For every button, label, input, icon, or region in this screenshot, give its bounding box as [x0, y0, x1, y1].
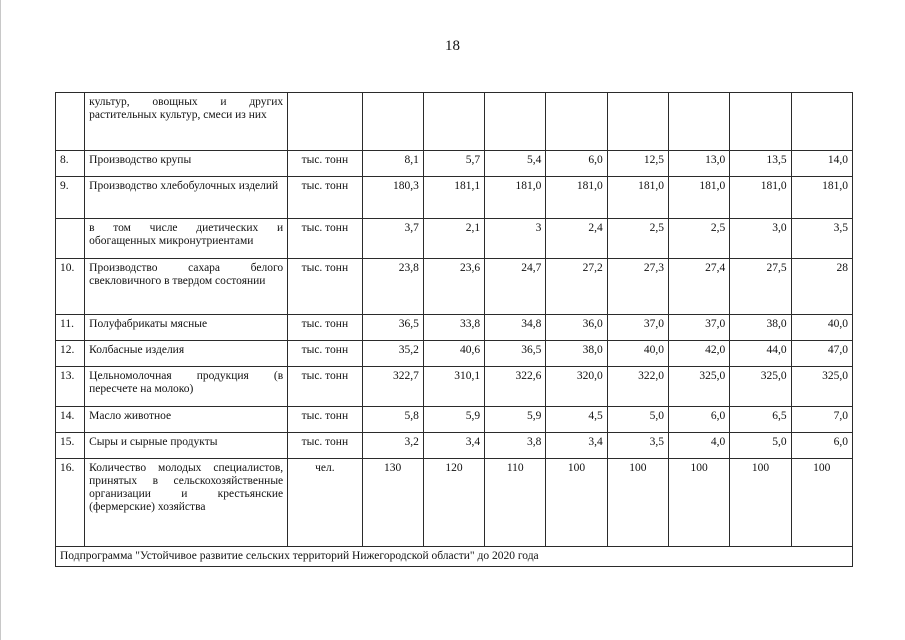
value-cell: 322,0: [607, 367, 668, 407]
value-cell: 23,8: [362, 259, 423, 315]
table-row: [56, 433, 853, 459]
unit-cell: тыс. тонн: [288, 315, 362, 341]
value-cell: 37,0: [607, 315, 668, 341]
table-row: [56, 151, 853, 177]
row-number: 16.: [56, 459, 85, 547]
value-cell: 40,0: [607, 341, 668, 367]
table-row: [56, 259, 853, 315]
page-edge-line: [0, 0, 1, 640]
indicator-name: Производство сахара белого свекловичного в твердом состоянии: [85, 259, 288, 315]
value-cell: 4,5: [546, 407, 607, 433]
table-row: [56, 315, 853, 341]
value-cell: 2,1: [423, 219, 484, 259]
value-cell: 6,0: [791, 433, 852, 459]
value-cell: 322,7: [362, 367, 423, 407]
value-cell: 12,5: [607, 151, 668, 177]
indicator-name: Полуфабрикаты мясные: [85, 315, 288, 341]
unit-cell: тыс. тонн: [288, 259, 362, 315]
unit-cell: тыс. тонн: [288, 177, 362, 219]
value-cell: 4,0: [669, 433, 730, 459]
value-cell: [485, 93, 546, 151]
value-cell: 44,0: [730, 341, 791, 367]
value-cell: 13,0: [669, 151, 730, 177]
value-cell: 180,3: [362, 177, 423, 219]
value-cell: 38,0: [546, 341, 607, 367]
value-cell: 27,5: [730, 259, 791, 315]
value-cell: 33,8: [423, 315, 484, 341]
indicator-name: Количество молодых специалистов, принятых в сельскохозяйственные организации и крестьянские (фермерские) хозяйства: [85, 459, 288, 547]
value-cell: [546, 93, 607, 151]
subprogram-row: [56, 547, 853, 567]
value-cell: 27,4: [669, 259, 730, 315]
value-cell: 36,0: [546, 315, 607, 341]
indicator-name: Производство крупы: [85, 151, 288, 177]
value-cell: 5,9: [423, 407, 484, 433]
value-cell: 42,0: [669, 341, 730, 367]
value-cell: 23,6: [423, 259, 484, 315]
table-row: [56, 177, 853, 219]
value-cell: 27,3: [607, 259, 668, 315]
value-cell: 2,5: [669, 219, 730, 259]
value-cell: 322,6: [485, 367, 546, 407]
row-number: 14.: [56, 407, 85, 433]
value-cell: 14,0: [791, 151, 852, 177]
value-cell: 100: [730, 459, 791, 547]
value-cell: 13,5: [730, 151, 791, 177]
value-cell: 181,0: [669, 177, 730, 219]
row-number: 12.: [56, 341, 85, 367]
value-cell: 100: [791, 459, 852, 547]
value-cell: 24,7: [485, 259, 546, 315]
value-cell: 7,0: [791, 407, 852, 433]
table-row: [56, 367, 853, 407]
unit-cell: тыс. тонн: [288, 219, 362, 259]
value-cell: [669, 93, 730, 151]
value-cell: 3,2: [362, 433, 423, 459]
value-cell: 37,0: [669, 315, 730, 341]
value-cell: 181,0: [607, 177, 668, 219]
table-body: [56, 93, 853, 567]
unit-cell: тыс. тонн: [288, 367, 362, 407]
value-cell: 5,9: [485, 407, 546, 433]
value-cell: 3,8: [485, 433, 546, 459]
value-cell: 181,0: [791, 177, 852, 219]
unit-cell: тыс. тонн: [288, 433, 362, 459]
table-row: [56, 341, 853, 367]
value-cell: 28: [791, 259, 852, 315]
value-cell: 3,5: [607, 433, 668, 459]
row-number: 15.: [56, 433, 85, 459]
indicator-name: культур, овощных и других растительных культур, смеси из них: [85, 93, 288, 151]
unit-cell: [288, 93, 362, 151]
unit-cell: тыс. тонн: [288, 407, 362, 433]
row-number: [56, 219, 85, 259]
indicator-name: Колбасные изделия: [85, 341, 288, 367]
row-number: [56, 93, 85, 151]
indicator-name: Производство хлебобулочных изделий: [85, 177, 288, 219]
value-cell: 34,8: [485, 315, 546, 341]
value-cell: 310,1: [423, 367, 484, 407]
value-cell: 320,0: [546, 367, 607, 407]
value-cell: 2,5: [607, 219, 668, 259]
unit-cell: чел.: [288, 459, 362, 547]
value-cell: 6,5: [730, 407, 791, 433]
value-cell: 130: [362, 459, 423, 547]
row-number: 10.: [56, 259, 85, 315]
value-cell: [730, 93, 791, 151]
value-cell: 47,0: [791, 341, 852, 367]
unit-cell: тыс. тонн: [288, 151, 362, 177]
value-cell: 3,0: [730, 219, 791, 259]
value-cell: 3: [485, 219, 546, 259]
value-cell: 8,1: [362, 151, 423, 177]
value-cell: 325,0: [730, 367, 791, 407]
table-row: [56, 219, 853, 259]
value-cell: 5,0: [730, 433, 791, 459]
value-cell: 325,0: [669, 367, 730, 407]
value-cell: 5,4: [485, 151, 546, 177]
value-cell: 36,5: [362, 315, 423, 341]
value-cell: 3,4: [546, 433, 607, 459]
value-cell: [791, 93, 852, 151]
indicators-table: [55, 92, 853, 567]
value-cell: 181,0: [546, 177, 607, 219]
value-cell: 3,4: [423, 433, 484, 459]
value-cell: 40,0: [791, 315, 852, 341]
indicator-name: Сыры и сырные продукты: [85, 433, 288, 459]
value-cell: 100: [546, 459, 607, 547]
row-number: 9.: [56, 177, 85, 219]
row-number: 11.: [56, 315, 85, 341]
value-cell: 36,5: [485, 341, 546, 367]
indicator-name: в том числе диетических и обогащенных микронутриентами: [85, 219, 288, 259]
value-cell: 6,0: [669, 407, 730, 433]
value-cell: [607, 93, 668, 151]
value-cell: 181,0: [730, 177, 791, 219]
value-cell: 3,5: [791, 219, 852, 259]
value-cell: 27,2: [546, 259, 607, 315]
table-row: [56, 407, 853, 433]
value-cell: 2,4: [546, 219, 607, 259]
value-cell: 35,2: [362, 341, 423, 367]
indicator-name: Масло животное: [85, 407, 288, 433]
value-cell: [423, 93, 484, 151]
table-row: [56, 93, 853, 151]
value-cell: 38,0: [730, 315, 791, 341]
value-cell: 110: [485, 459, 546, 547]
value-cell: 100: [669, 459, 730, 547]
value-cell: 181,0: [485, 177, 546, 219]
value-cell: 181,1: [423, 177, 484, 219]
value-cell: [362, 93, 423, 151]
row-number: 13.: [56, 367, 85, 407]
value-cell: 3,7: [362, 219, 423, 259]
value-cell: 100: [607, 459, 668, 547]
unit-cell: тыс. тонн: [288, 341, 362, 367]
row-number: 8.: [56, 151, 85, 177]
value-cell: 325,0: [791, 367, 852, 407]
page-number: 18: [445, 38, 460, 54]
value-cell: 6,0: [546, 151, 607, 177]
indicator-name: Цельномолочная продукция (в пересчете на молоко): [85, 367, 288, 407]
value-cell: 5,8: [362, 407, 423, 433]
value-cell: 40,6: [423, 341, 484, 367]
value-cell: 5,7: [423, 151, 484, 177]
value-cell: 5,0: [607, 407, 668, 433]
table-row: [56, 459, 853, 547]
value-cell: 120: [423, 459, 484, 547]
subprogram-title: Подпрограмма "Устойчивое развитие сельских территорий Нижегородской области" до 2020 года: [56, 547, 853, 567]
